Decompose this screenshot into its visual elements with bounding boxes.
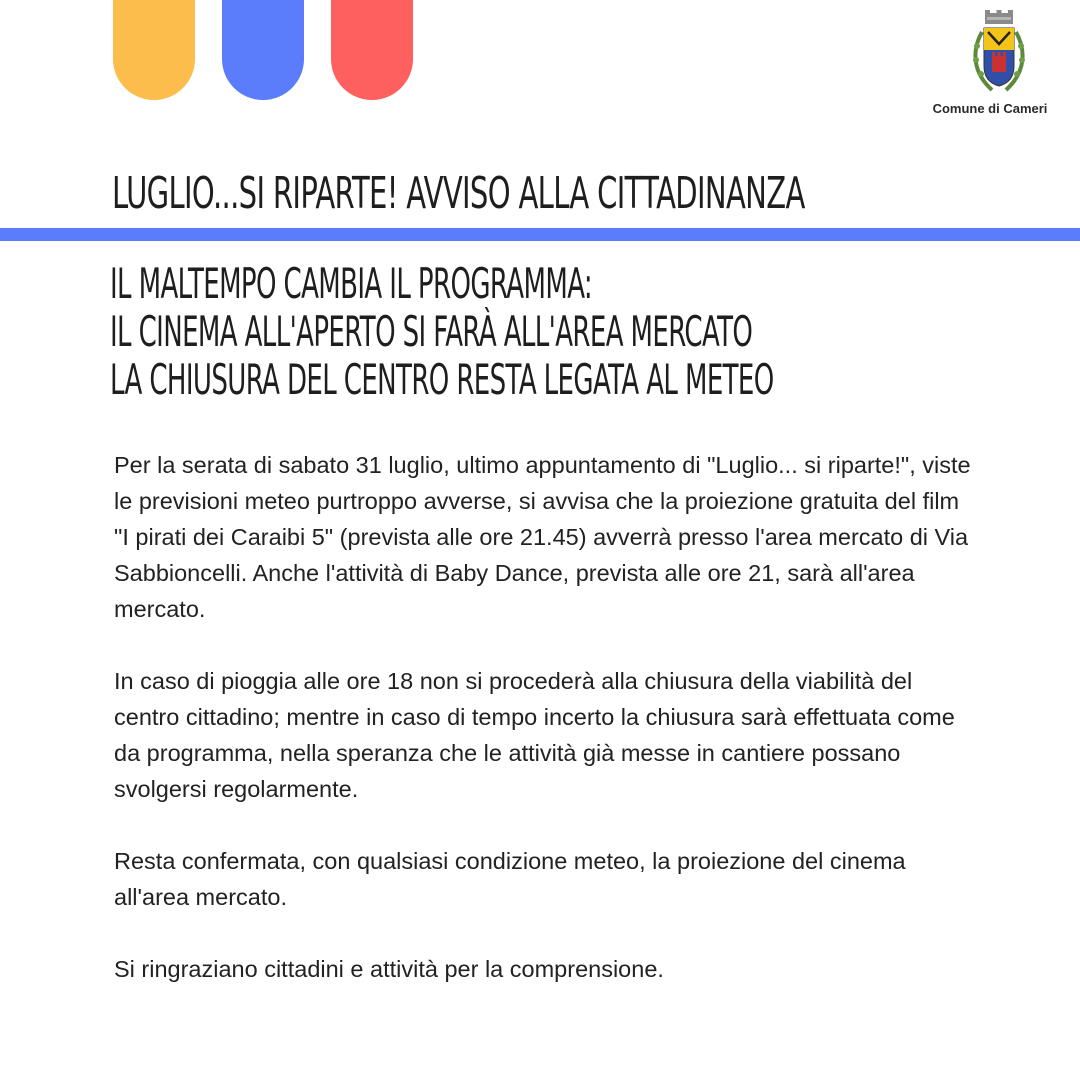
body-paragraph: Per la serata di sabato 31 luglio, ultimo appuntamento di "Luglio... si riparte!", viste le previsioni meteo purtroppo avverse, si avvisa che la proiezione gratuita del film "I pirati dei Caraibi 5" (prevista alle ore 21.45) avverrà presso l'area mercato di Via Sabbioncelli. Anche l'attività di Baby Dance, prevista alle ore 21, sarà all'area mercato. (114, 452, 971, 622)
decorative-pill-blue (222, 0, 304, 100)
page-title: LUGLIO...SI RIPARTE! AVVISO ALLA CITTADINANZA (112, 168, 805, 219)
subtitle-line: LA CHIUSURA DEL CENTRO RESTA LEGATA AL METEO (110, 355, 774, 404)
body-paragraph: Resta confermata, con qualsiasi condizione meteo, la proiezione del cinema all'area mercato. (114, 848, 906, 910)
title-divider (0, 228, 1080, 241)
body-paragraph: In caso di pioggia alle ore 18 non si procederà alla chiusura della viabilità del centro cittadino; mentre in caso di tempo incerto la chiusura sarà effettuata come da programma, nella speranza che le attività già messe in cantiere possano svolgersi regolarmente. (114, 668, 955, 802)
municipal-coat-of-arms-icon (968, 10, 1030, 98)
subtitle-line: IL MALTEMPO CAMBIA IL PROGRAMMA: (110, 259, 593, 308)
body-paragraph: Si ringraziano cittadini e attività per la comprensione. (114, 956, 664, 982)
subtitle-block (110, 260, 854, 404)
decorative-pill-red (331, 0, 413, 100)
decorative-pill-yellow (113, 0, 195, 100)
subtitle-line: IL CINEMA ALL'APERTO SI FARÀ ALL'AREA MERCATO (110, 307, 753, 356)
notice-body (114, 447, 974, 1023)
municipality-name: Comune di Cameri (932, 101, 1048, 116)
